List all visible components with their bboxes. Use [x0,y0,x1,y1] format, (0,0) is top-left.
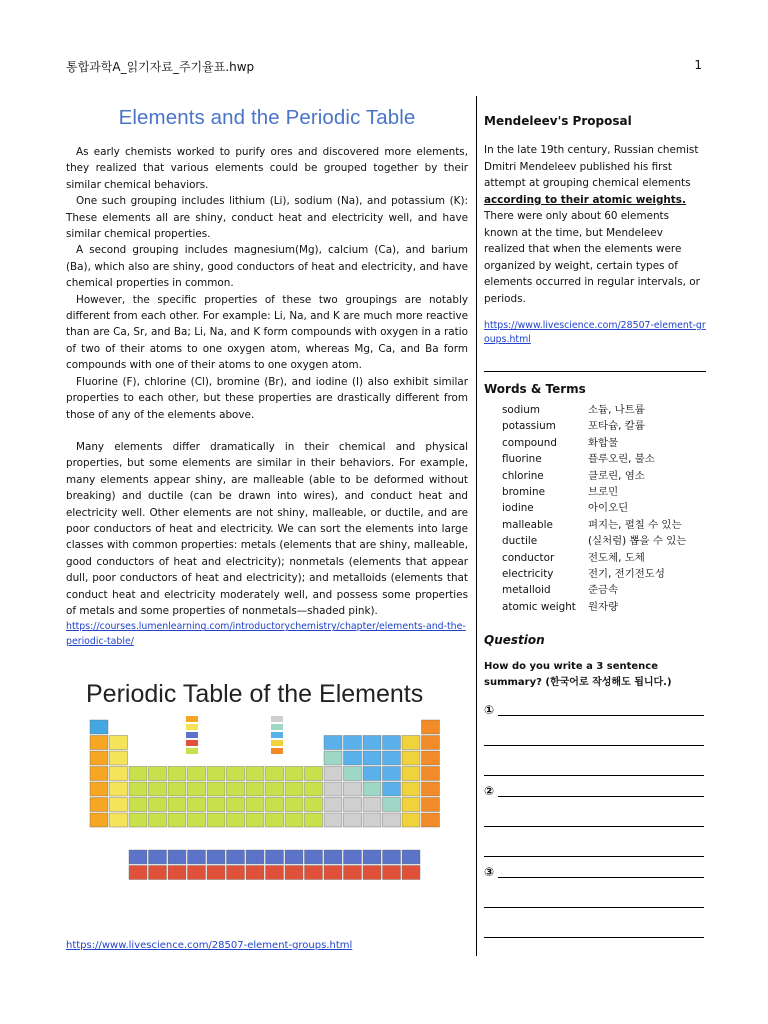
main-column [66,100,468,649]
element-cell [402,767,420,781]
legend-swatch [271,716,283,722]
term-row [502,550,706,566]
legend-swatch [271,740,283,746]
term-english: atomic weight [502,600,576,613]
element-cell [227,782,245,796]
element-cell [149,767,167,781]
element-cell [363,850,381,864]
element-cell [90,767,108,781]
element-cell [363,782,381,796]
term-row [502,566,706,582]
element-cell [110,767,128,781]
element-cell [90,720,108,734]
element-cell [266,782,284,796]
term-korean: 플루오린, 불소 [588,453,655,466]
answer-line [498,796,704,797]
source-link-livescience[interactable]: https://www.livescience.com/28507-element-groups.html [66,940,353,951]
term-english: compound [502,436,557,449]
proposal-text: In the late 19th century, Russian chemist Dmitri Mendeleev published his first attempt at grouping chemical elements according to their atomic weights. There were only about 60 elements known at the time, but Mendeleev realized that when the elements were organized by weight, certain types of elements occurred in regular intervals, or periods. [484,144,700,305]
element-cell [363,798,381,812]
term-korean: 준금속 [588,584,619,597]
element-cell [363,736,381,750]
legend-swatch [271,748,283,754]
answer-number: ② [484,784,495,799]
element-cell [246,798,264,812]
element-cell [149,813,167,827]
element-cell [422,798,440,812]
element-cell [207,850,225,864]
paragraph-6: Many elements differ dramatically in their chemical and physical properties, but some elements are similar in their behaviors. For example, many elements appear shiny, are malleable (able to be deformed without breaking) and ductile (can be drawn into wires), and conduct heat and electricity well. Other elements are not shiny, malleable, or ductile, and are poor conductors of heat and electricity. We can sort the elements into large classes with common properties: metals (elements that are shiny, malleable, good conductors of heat and electricity); nonmetals (elements that appear dull, poor conductors of heat and electricity); and metalloids (elements that conduct heat and electricity moderately well, and possess some properties of metals and some properties of nonmetals—shaded pink). [66,440,468,617]
answer-line [484,907,704,908]
element-cell [90,782,108,796]
element-cell [285,866,303,880]
term-english: bromine [502,485,545,498]
element-cell [110,813,128,827]
answer-line [498,715,704,716]
proposal-link[interactable]: https://www.livescience.com/28507-element-groups.html [484,320,706,345]
element-cell [149,866,167,880]
element-cell [344,850,362,864]
term-english: fluorine [502,453,542,466]
document-header [66,58,702,78]
element-cell [363,767,381,781]
element-cell [285,782,303,796]
element-cell [363,813,381,827]
legend-swatch [271,732,283,738]
element-cell [363,751,381,765]
term-row [502,435,706,451]
answer-line [484,775,704,776]
element-cell [363,866,381,880]
element-cell [129,782,147,796]
element-cell [90,798,108,812]
legend-swatch [186,740,198,746]
element-cell [305,782,323,796]
element-cell [285,850,303,864]
terms-list [502,402,706,615]
element-cell [344,798,362,812]
answer-number: ① [484,703,495,718]
element-cell [227,767,245,781]
element-cell [324,751,342,765]
element-cell [188,850,206,864]
element-cell [246,866,264,880]
answer-block[interactable] [484,703,706,776]
term-english: electricity [502,567,554,580]
element-cell [285,813,303,827]
element-cell [324,813,342,827]
element-cell [344,782,362,796]
element-cell [402,798,420,812]
legend-swatch [186,716,198,722]
element-cell [90,813,108,827]
term-english: sodium [502,404,540,416]
element-cell [402,850,420,864]
answer-area [484,703,706,938]
answer-line [484,937,704,938]
element-cell [227,813,245,827]
element-cell [207,798,225,812]
term-row [502,418,706,434]
paragraph-1: As early chemists worked to purify ores and discovered more elements, they realized that various elements could be grouped together by their similar chemical behaviors. [66,146,468,191]
element-cell [207,767,225,781]
element-cell [188,866,206,880]
element-cell [383,813,401,827]
term-english: potassium [502,420,556,433]
element-cell [402,782,420,796]
element-cell [207,866,225,880]
element-cell [324,798,342,812]
element-cell [383,782,401,796]
element-cell [129,767,147,781]
legend-swatch [186,748,198,754]
element-cell [383,751,401,765]
term-korean: 소듐, 나트륨 [588,404,645,416]
term-row [502,582,706,598]
element-cell [129,866,147,880]
element-cell [188,782,206,796]
paragraph-2: One such grouping includes lithium (Li), sodium (Na), and potassium (K): These elements all are shiny, conduct heat and electricity well, and have similar chemical properties. [66,195,468,241]
element-cell [188,813,206,827]
element-cell [344,813,362,827]
element-cell [129,798,147,812]
element-cell [402,751,420,765]
element-cell [402,866,420,880]
element-cell [168,850,186,864]
element-cell [324,850,342,864]
element-cell [422,813,440,827]
term-korean: 아이오딘 [588,502,629,515]
element-cell [422,736,440,750]
answer-line [484,826,704,827]
element-cell [344,751,362,765]
periodic-table-figure [66,680,468,932]
paragraph-3: A second grouping includes magnesium(Mg), calcium (Ca), and barium (Ba), which also are shiny, good conductors of heat and electricity, and have chemical properties in common. [66,244,468,290]
legend-swatch [186,724,198,730]
term-korean: 화합물 [588,436,619,449]
element-cell [324,866,342,880]
element-cell [266,850,284,864]
element-cell [344,736,362,750]
element-cell [402,736,420,750]
element-cell [246,850,264,864]
element-cell [344,767,362,781]
proposal-emphasis: according to their atomic weights. [484,193,686,206]
element-cell [344,866,362,880]
term-korean: (실처럼) 뽑을 수 있는 [588,535,687,548]
element-cell [305,798,323,812]
element-cell [149,782,167,796]
periodic-table-graphic [66,710,468,932]
element-cell [207,782,225,796]
element-cell [422,782,440,796]
element-cell [305,813,323,827]
term-row [502,599,706,615]
element-cell [324,767,342,781]
element-cell [188,767,206,781]
element-cell [383,767,401,781]
answer-line [484,856,704,857]
element-cell [149,850,167,864]
answer-number: ③ [484,865,495,880]
term-korean: 클로린, 염소 [588,469,645,482]
term-english: ductile [502,535,538,548]
source-link-lumen[interactable]: https://courses.lumenlearning.com/introductorychemistry/chapter/elements-and-the-periodic-table/ [66,621,466,648]
sidebar-column [484,110,706,938]
term-row [502,451,706,467]
element-cell [110,798,128,812]
proposal-heading: Mendeleev's Proposal [484,114,632,128]
term-korean: 원자량 [588,600,619,613]
term-row [502,484,706,500]
term-english: chlorine [502,469,544,482]
term-korean: 포타슘, 칼륨 [588,420,645,433]
element-cell [246,782,264,796]
element-cell [246,813,264,827]
element-cell [227,798,245,812]
answer-line [498,877,704,878]
answer-line [484,745,704,746]
term-row [502,533,706,549]
element-cell [305,866,323,880]
element-cell [168,866,186,880]
element-cell [285,798,303,812]
file-name: 통합과학A_읽기자료_주기율표.hwp [66,60,255,74]
element-cell [227,866,245,880]
term-english: iodine [502,502,534,515]
term-row [502,500,706,516]
element-cell [422,720,440,734]
element-cell [110,782,128,796]
element-cell [90,751,108,765]
element-cell [324,736,342,750]
element-cell [383,736,401,750]
element-cell [110,736,128,750]
element-cell [383,850,401,864]
element-cell [168,782,186,796]
element-cell [129,850,147,864]
element-cell [422,767,440,781]
element-cell [168,813,186,827]
column-divider [476,96,477,956]
element-cell [383,798,401,812]
answer-block[interactable] [484,865,706,938]
page-number: 1 [694,58,702,72]
term-row [502,468,706,484]
element-cell [305,850,323,864]
term-english: conductor [502,551,555,564]
term-korean: 전기, 전기전도성 [588,567,665,580]
terms-heading: Words & Terms [484,382,586,396]
element-cell [305,767,323,781]
element-cell [246,767,264,781]
element-cell [285,767,303,781]
element-cell [402,813,420,827]
element-cell [324,782,342,796]
element-cell [149,798,167,812]
article-body [66,144,468,649]
element-cell [266,866,284,880]
element-cell [422,751,440,765]
element-cell [188,798,206,812]
legend-swatch [271,724,283,730]
element-cell [266,798,284,812]
question-heading: Question [484,633,545,648]
element-cell [110,751,128,765]
term-english: malleable [502,518,553,531]
element-cell [90,736,108,750]
term-english: metalloid [502,584,551,597]
legend-swatch [186,732,198,738]
answer-block[interactable] [484,784,706,857]
article-title: Elements and the Periodic Table [118,106,416,129]
question-text: How do you write a 3 sentence summary? (한국어로 작성해도 됩니다.) [484,661,672,689]
paragraph-5: Fluorine (F), chlorine (Cl), bromine (Br), and iodine (I) also exhibit similar properties to each other, but these properties are drastically different from those of any of the elements above. [66,375,468,421]
element-cell [207,813,225,827]
term-row [502,402,706,418]
sidebar-separator [484,371,706,372]
element-cell [266,813,284,827]
element-cell [227,850,245,864]
element-cell [129,813,147,827]
term-korean: 전도체, 도체 [588,551,645,564]
element-cell [168,798,186,812]
element-cell [383,866,401,880]
term-korean: 브로민 [588,485,619,498]
term-korean: 펴지는, 펼칠 수 있는 [588,518,682,531]
element-cell [168,767,186,781]
term-row [502,517,706,533]
paragraph-4: However, the specific properties of these two groupings are notably different from each other. For example: Li, Na, and K are much more reactive than are Ca, Sr, and Ba; Li, Na, and K form compounds with oxygen in a ratio of two of their atoms to one oxygen atom, whereas Mg, Ca, and Ba form compounds with one of their atoms to one oxygen atom. [66,293,468,372]
periodic-table-title: Periodic Table of the Elements [86,680,424,708]
element-cell [266,767,284,781]
